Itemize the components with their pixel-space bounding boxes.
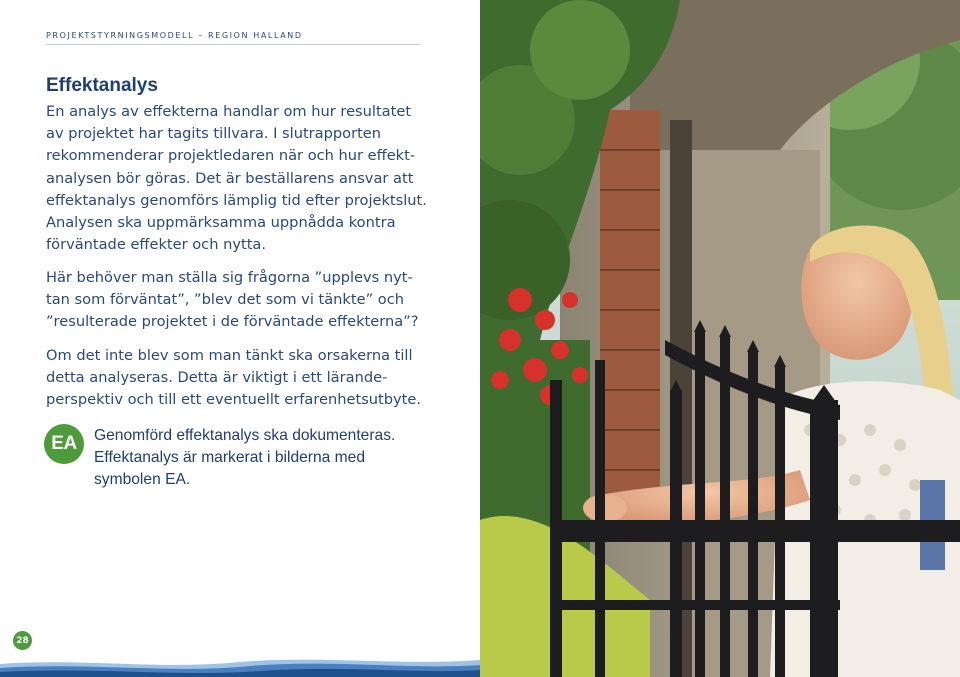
wave-decoration	[0, 652, 480, 677]
ea-note	[94, 425, 395, 491]
paragraph-line: analysen bör göras. Det är beställarens ansvar att	[46, 169, 414, 187]
ea-note-line: symbolen EA.	[94, 471, 191, 488]
woman-opening-iron-gate-photo	[480, 0, 960, 677]
ea-note-line: Genomförd effektanalys ska dokumenteras.	[94, 427, 396, 444]
paragraph-line: ”resulterade projektet i de förväntade effekterna”?	[46, 313, 419, 331]
paragraph-line: perspektiv och till ett eventuellt erfarenhetsutbyte.	[46, 391, 422, 409]
photo-illustration	[480, 0, 960, 677]
page-number: 28	[13, 631, 32, 650]
header-rule	[46, 44, 421, 45]
paragraph-1	[46, 101, 426, 256]
section-title: Effektanalys	[46, 75, 158, 96]
paragraph-line: Om det inte blev som man tänkt ska orsakerna till	[46, 347, 413, 364]
paragraph-line: Analysen ska uppmärksamma uppnådda kontra	[46, 214, 396, 232]
paragraph-line: detta analyseras. Detta är viktigt i ett lärande-	[46, 369, 388, 387]
paragraph-line: effektanalys genomförs lämplig tid efter projektslut.	[46, 191, 427, 209]
paragraph-2	[46, 267, 426, 334]
paragraph-line: Här behöver man ställa sig frågorna ”upplevs nyt-	[46, 269, 413, 286]
ea-note-line: Effektanalys är markerat i bilderna med	[94, 449, 365, 466]
ea-badge-icon: EA	[44, 424, 84, 464]
paragraph-3	[46, 345, 426, 412]
running-header: PROJEKTSTYRNINGSMODELL – REGION HALLAND	[46, 31, 303, 40]
paragraph-line: rekommenderar projektledaren när och hur effekt-	[46, 147, 416, 165]
paragraph-line: förväntade effekter och nytta.	[46, 236, 266, 254]
paragraph-line: tan som förväntat”, ”blev det som vi tänkte” och	[46, 291, 404, 309]
paragraph-line: En analys av effekterna handlar om hur resultatet	[46, 103, 412, 120]
paragraph-line: av projektet har tagits tillvara. I slutrapporten	[46, 125, 382, 143]
